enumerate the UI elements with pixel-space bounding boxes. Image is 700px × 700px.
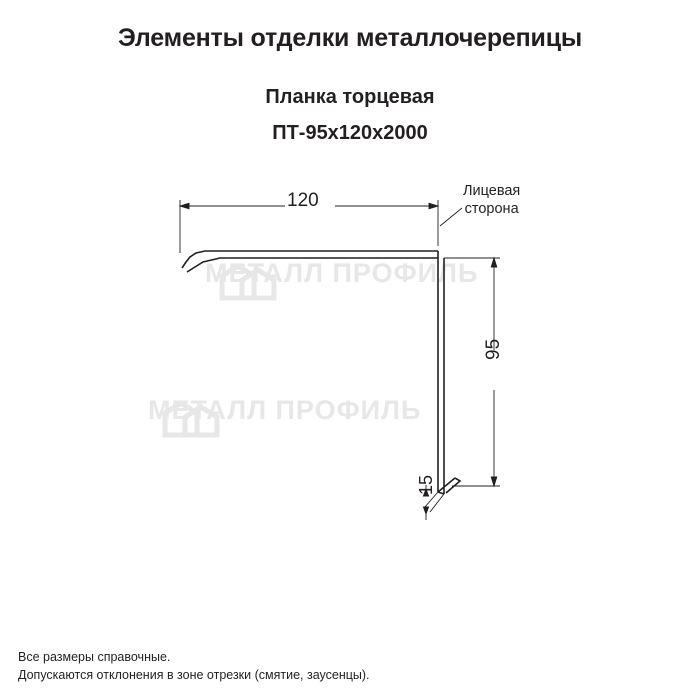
dimension-label-120: 120 [287,190,319,211]
face-side-callout-line1: Лицевая [463,183,521,199]
dimension-label-15: 15 [416,474,436,495]
footnotes [18,648,370,684]
watermark-text-2: МЕТАЛЛ ПРОФИЛЬ [148,395,422,425]
product-code: ПТ-95х120х2000 [272,122,428,144]
dimension-label-95: 95 [483,338,504,360]
face-side-callout [463,182,520,218]
product-name: Планка торцевая [265,86,435,108]
footnote-line-2: Допускаются отклонения в зоне отрезки (смятие, заусенцы). [18,668,370,682]
watermark-text-1: МЕТАЛЛ ПРОФИЛЬ [205,258,479,288]
footnote-line-1: Все размеры справочные. [18,650,171,664]
page-title: Элементы отделки металлочерепицы [117,24,583,52]
face-side-callout-line2: сторона [464,201,519,217]
